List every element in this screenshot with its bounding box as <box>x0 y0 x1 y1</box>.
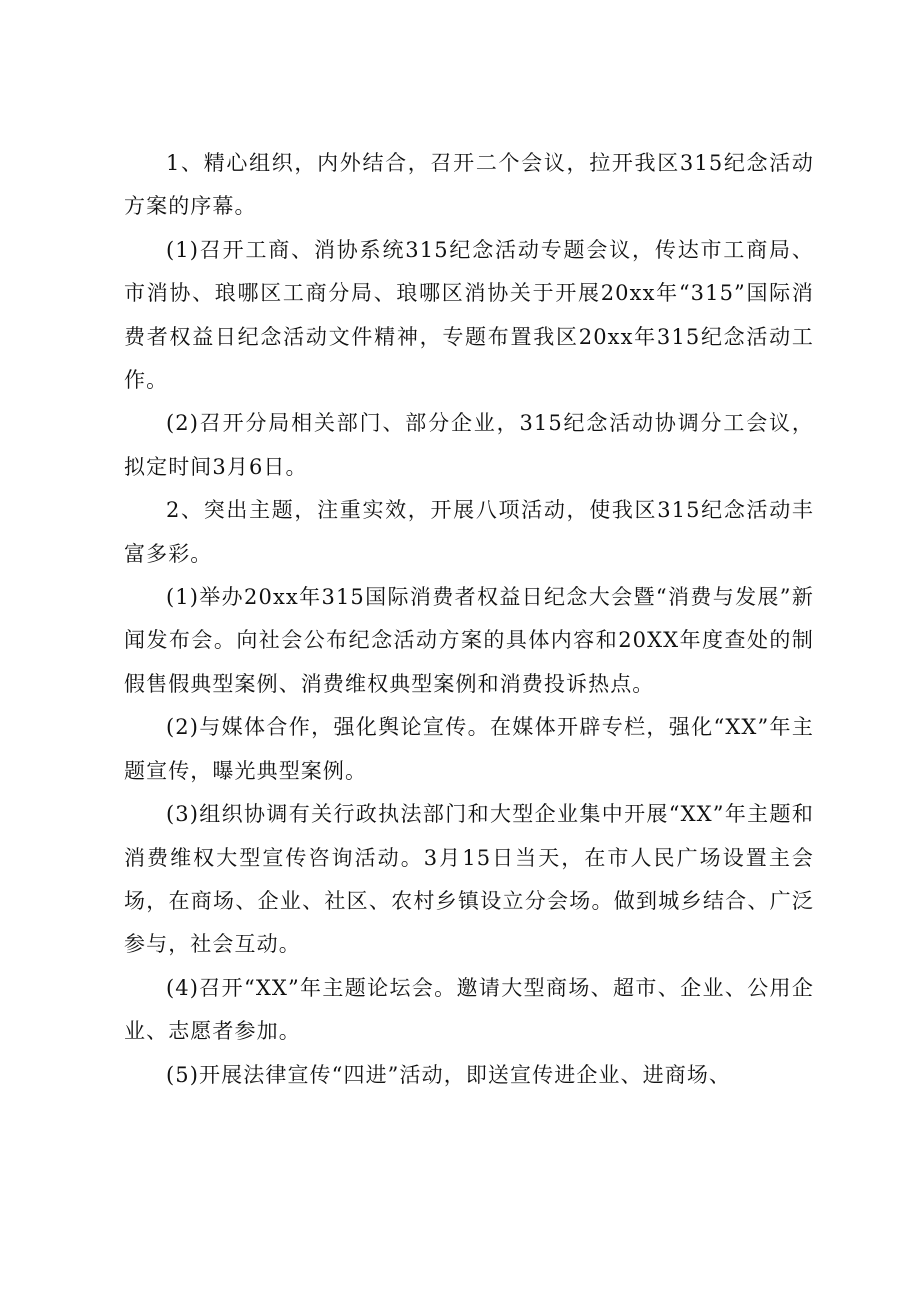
document-body <box>124 142 814 1097</box>
paragraph-3: (2)召开分局相关部门、部分企业，315纪念活动协调分工会议，拟定时间3月6日。 <box>124 411 814 479</box>
paragraph-7: (3)组织协调有关行政执法部门和大型企业集中开展“XX”年主题和消费维权大型宣传咨询活动。3月15日当天，在市人民广场设置主会场，在商场、企业、社区、农村乡镇设立分会场。做到城乡结合、广泛参与，社会互动。 <box>124 802 814 957</box>
paragraph-2: (1)召开工商、消协系统315纪念活动专题会议，传达市工商局、市消协、琅哪区工商分局、琅哪区消协关于开展20xx年“315”国际消费者权益日纪念活动文件精神，专题布置我区20xx年315纪念活动工作。 <box>124 237 814 393</box>
paragraph-9: (5)开展法律宣传“四进”活动，即送宣传进企业、进商场、 <box>166 1062 732 1087</box>
paragraph-4: 2、突出主题，注重实效，开展八项活动，使我区315纪念活动丰富多彩。 <box>124 498 814 566</box>
paragraph-8: (4)召开“XX”年主题论坛会。邀请大型商场、超市、企业、公用企业、志愿者参加。 <box>124 975 814 1044</box>
paragraph-6: (2)与媒体合作，强化舆论宣传。在媒体开辟专栏，强化“XX”年主题宣传，曝光典型案例。 <box>124 715 814 783</box>
paragraph-1: 1、精心组织，内外结合，召开二个会议，拉开我区315纪念活动方案的序幕。 <box>124 151 814 219</box>
paragraph-5: (1)举办20xx年315国际消费者权益日纪念大会暨“消费与发展”新闻发布会。向社会公布纪念活动方案的具体内容和20XX年度查处的制假售假典型案例、消费维权典型案例和消费投诉热点。 <box>124 585 814 696</box>
